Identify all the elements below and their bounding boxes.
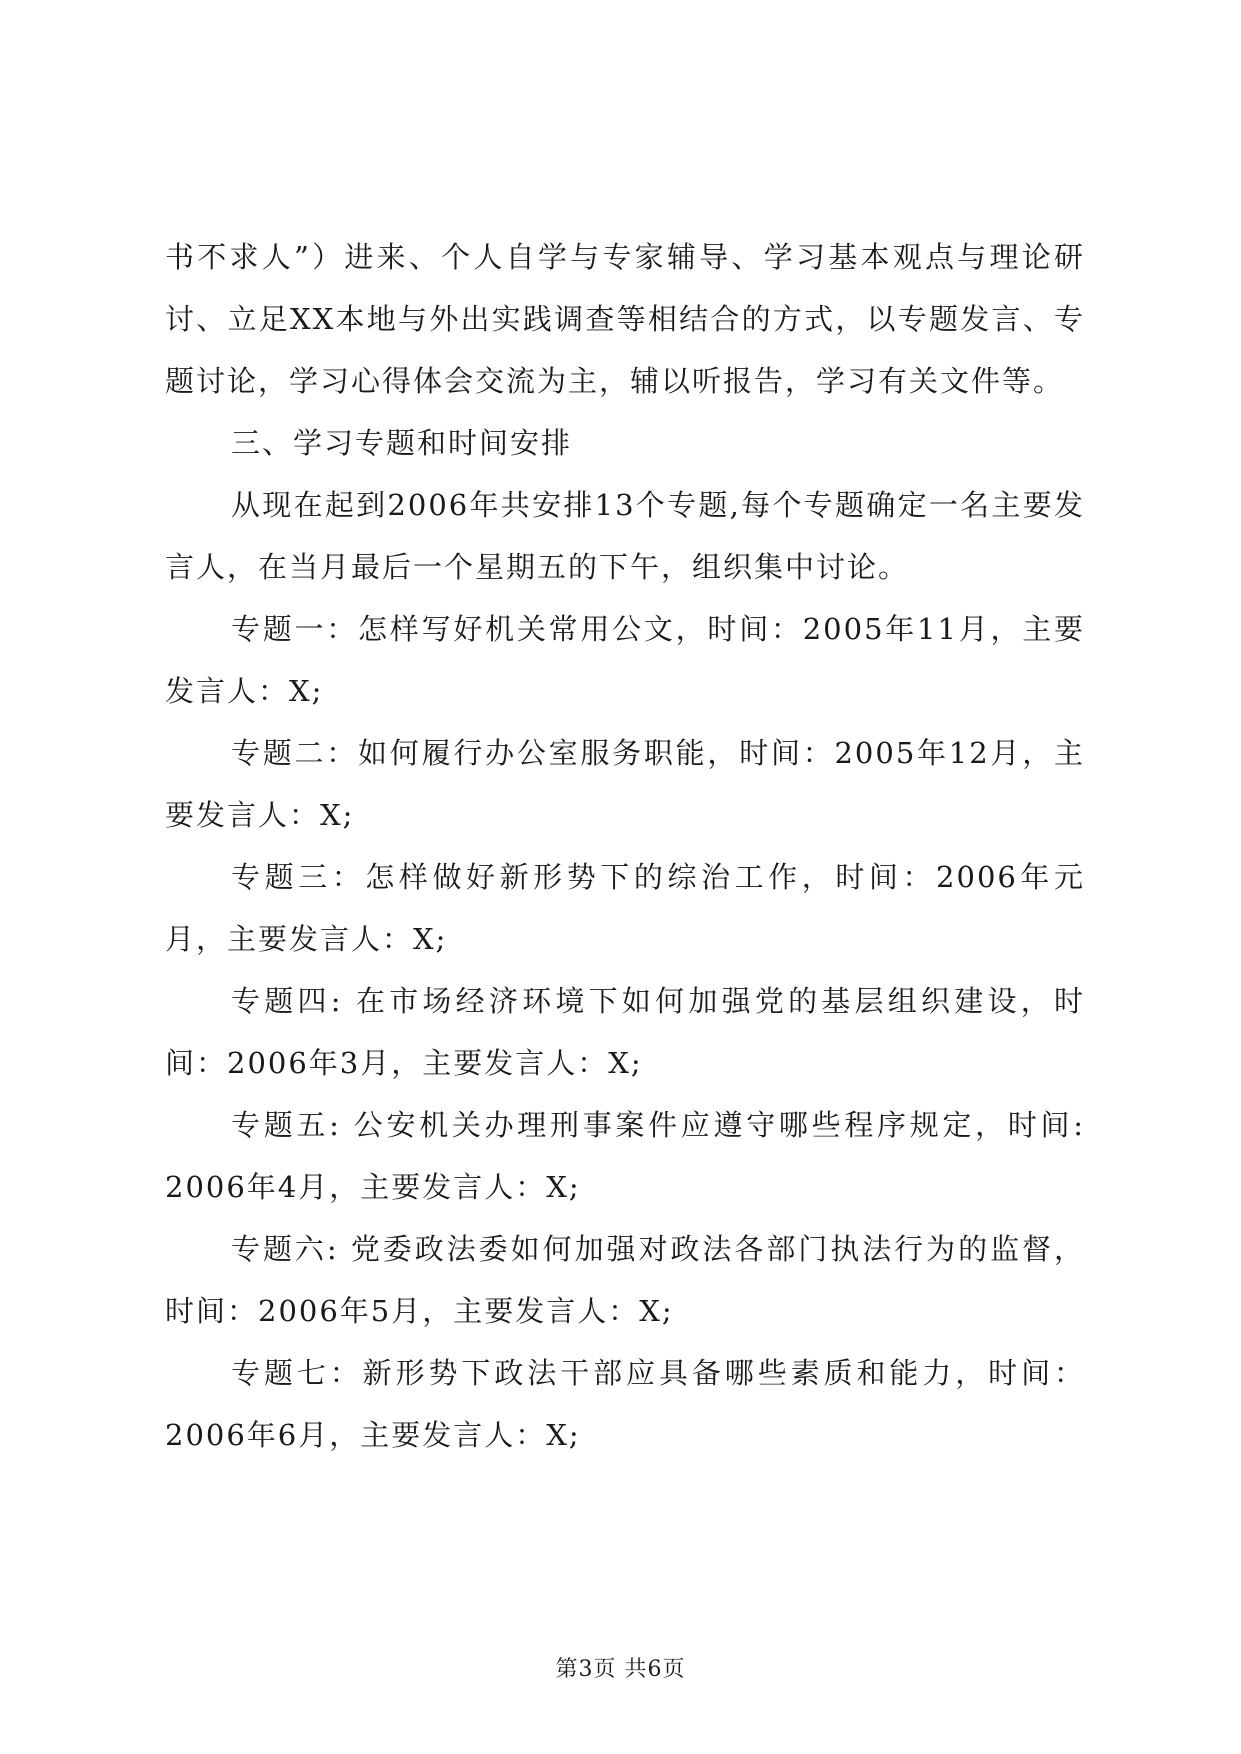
topic-item-2: 专题二：如何履行办公室服务职能，时间：2005年12月，主要发言人：X; (165, 736, 1085, 832)
document-body (165, 226, 1085, 1466)
paragraph-schedule-intro: 从现在起到2006年共安排13个专题,每个专题确定一名主要发言人，在当月最后一个星期五的下午，组织集中讨论。 (165, 488, 1085, 584)
topic-item-6: 专题六: 党委政法委如何加强对政法各部门执法行为的监督，时间：2006年5月，主要发言人：X; (165, 1232, 1085, 1328)
page-number-label: 第3页 共6页 (555, 1657, 686, 1682)
page-footer (0, 1652, 1241, 1683)
topic-item-7: 专题七：新形势下政法干部应具备哪些素质和能力，时间：2006年6月，主要发言人：X; (165, 1356, 1085, 1452)
paragraph-method-continued: 书不求人”）进来、个人自学与专家辅导、学习基本观点与理论研讨、立足XX本地与外出实践调查等相结合的方式，以专题发言、专题讨论，学习心得体会交流为主，辅以听报告，学习有关文件等。 (165, 240, 1085, 398)
topic-item-3: 专题三：怎样做好新形势下的综治工作，时间：2006年元月，主要发言人：X; (165, 860, 1085, 956)
topic-item-1: 专题一：怎样写好机关常用公文，时间：2005年11月，主要发言人：X; (165, 612, 1085, 708)
topic-item-5: 专题五: 公安机关办理刑事案件应遵守哪些程序规定，时间: 2006年4月，主要发言人：X; (165, 1108, 1085, 1204)
section-heading-schedule: 三、学习专题和时间安排 (231, 426, 573, 460)
topic-item-4: 专题四: 在市场经济环境下如何加强党的基层组织建设，时间：2006年3月，主要发言人：X; (165, 984, 1085, 1080)
